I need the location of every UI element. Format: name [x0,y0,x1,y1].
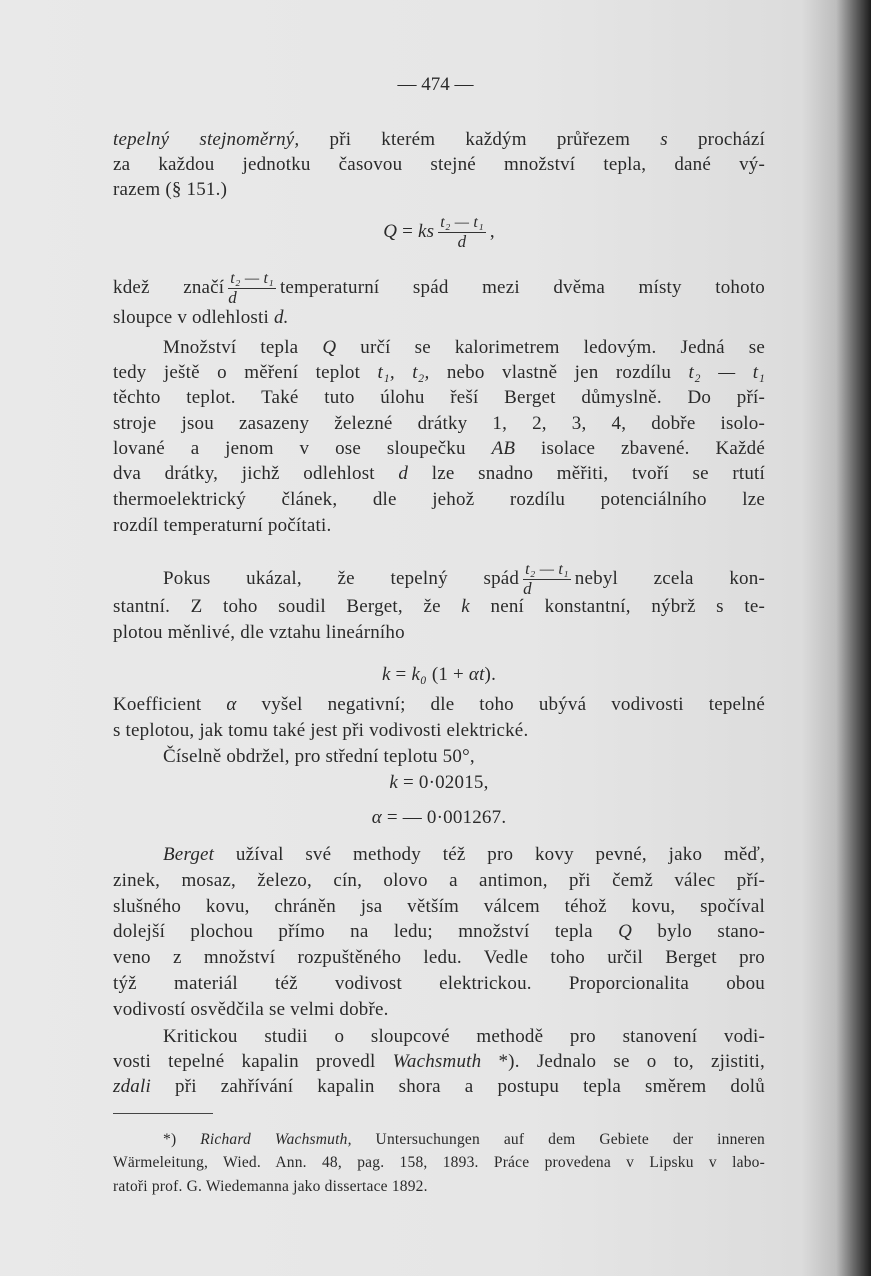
text-line [113,1075,765,1099]
text-segment: nebo vlastně jen rozdílu [429,362,689,383]
text-segment: není konstantní, nýbrž s te- [469,596,765,617]
text-line [113,412,765,436]
italic-text: zdali [113,1076,151,1097]
italic-text: k [381,664,391,685]
text-line [163,561,765,598]
text-segment: tedy ještě o měření teplot [113,362,378,383]
footnote-line [163,1130,765,1150]
text-segment: s teplotou, jak tomu také jest při vodivosti elektrické. [113,720,529,741]
fraction [438,214,486,251]
text-segment: sloupce v odlehlosti [113,307,274,328]
text-segment: Množství tepla [163,337,323,358]
text-line [113,895,765,919]
italic-text: Q [383,220,398,242]
equation-line [113,806,765,830]
text-line [113,270,765,307]
text-segment: určí se kalorimetrem ledovým. Jedná se [336,337,766,358]
text-segment: zinek, mosaz, železo, cín, olovo a antimon, při čemž válec pří- [113,870,765,891]
text-segment: thermoelektrický článek, dle jehož rozdílu potenciálního lze [113,489,765,510]
italic-text: ks [417,220,435,242]
text-segment: kdež značí [113,276,225,298]
text-line [113,361,765,385]
text-segment: Pokus ukázal, že tepelný spád [163,567,520,589]
text-segment: lze snadno měřiti, tvoří se rtutí [408,463,765,484]
fraction-numerator: t₂ — t₁ [525,561,569,578]
text-line [113,386,765,410]
text-segment: prochází [667,129,765,150]
text-line [113,488,765,512]
footnote-line [113,1153,765,1173]
text-segment: = [397,220,418,242]
text-segment: při kterém každým průřezem [299,129,661,150]
text-line [113,946,765,970]
text-segment: nebyl zcela kon- [574,567,765,589]
text-line [113,128,765,152]
italic-text: d [398,463,409,484]
text-segment: rozdíl temperaturní počítati. [113,515,332,536]
italic-text: Q [618,921,633,942]
text-line [113,998,765,1022]
text-line [163,336,765,360]
text-line [163,745,765,769]
text-segment: Kritickou studii o sloupcové methodě pro stanovení vodi- [163,1026,765,1047]
text-line [113,462,765,486]
text-segment: bylo stano- [632,921,765,942]
text-segment: Číselně obdržel, pro střední teplotu 50°, [163,746,475,767]
fraction [228,270,276,307]
text-segment: (1 + [426,664,469,685]
page-number: — 474 — [397,74,474,95]
italic-text: tepelný stejnoměrný, [113,129,300,150]
text-segment: *) [163,1131,201,1148]
fraction-numerator: t₂ — t₁ [230,270,274,287]
italic-text: d. [273,307,289,328]
equation-line [113,771,765,795]
italic-text: Q [322,337,337,358]
text-segment: *). Jednalo se o to, zjistiti, [481,1051,765,1072]
footnote-line [113,1177,765,1197]
text-segment: Untersuchungen auf dem Gebiete der inneren [351,1131,765,1148]
text-line [113,178,765,202]
text-segment: při zahřívání kapalin shora a postupu tepla směrem dolů [150,1076,765,1097]
text-segment: stroje jsou zasazeny železné drátky 1, 2, 3, 4, dobře isolo- [113,413,765,434]
text-segment: veno z množství rozpuštěného ledu. Vedle toho určil Berget pro [113,947,765,968]
text-line [113,1050,765,1074]
equation-line [113,663,765,687]
fraction-denominator: d [457,232,467,251]
text-segment: isolace zbavené. Každé [515,438,765,459]
italic-text: Berget [163,844,215,865]
text-segment: , [489,220,495,242]
text-segment: slušného kovu, chráněn jsa větším válcem téhož kovu, spočíval [113,896,765,917]
text-line [163,1025,765,1049]
text-segment: plotou měnlivé, dle vztahu lineárního [113,622,405,643]
text-segment: ). [484,664,497,685]
text-segment: Wärmeleitung, Wied. Ann. 48, pag. 158, 1893. Práce provedena v Lipsku v labo- [113,1154,765,1171]
text-line [113,719,765,743]
text-line [113,621,765,645]
text-line [113,514,765,538]
equation-line [113,214,765,251]
italic-text: α [226,694,237,715]
text-segment: dva drátky, jichž odlehlost [113,463,399,484]
text-line [113,920,765,944]
footnote-divider [113,1113,213,1114]
italic-text: k [461,596,470,617]
text-line [113,693,765,717]
italic-text: Wachsmuth [392,1051,482,1072]
text-segment: stantní. Z toho soudil Berget, že [113,596,462,617]
italic-text: s [660,129,668,150]
text-line [113,972,765,996]
text-segment: vosti tepelné kapalin provedl [113,1051,393,1072]
text-line [113,437,765,461]
text-segment: = [390,664,412,685]
text-line [113,153,765,177]
text-segment: těchto teplot. Také tuto úlohu řeší Berget důmyslně. Do pří- [113,387,765,408]
italic-text: k [389,772,399,793]
italic-text: k₀ [411,664,427,685]
text-line [113,595,765,619]
text-segment: lované a jenom v ose sloupečku [113,438,492,459]
italic-text: Richard Wachsmuth, [200,1131,352,1148]
text-segment: Koefficient [113,694,227,715]
text-segment: užíval své methody též pro kovy pevné, jako měď, [214,844,765,865]
fraction-denominator: d [523,579,532,598]
text-segment: temperaturní spád mezi dvěma místy tohoto [279,276,766,298]
italic-text: α [371,807,382,828]
text-line [163,843,765,867]
italic-text: t₁, t₂, [377,362,430,383]
text-segment: vodivostí osvědčila se velmi dobře. [113,999,389,1020]
text-segment: dolejší plochou přímo na ledu; množství tepla [113,921,619,942]
text-segment: ratoři prof. G. Wiedemanna jako dissertace 1892. [113,1178,428,1195]
text-segment: = 0·02015, [398,772,489,793]
fraction-numerator: t₂ — t₁ [440,214,484,231]
text-segment: razem (§ 151.) [113,179,228,200]
text-line [113,869,765,893]
text-segment: = — 0·001267. [381,807,507,828]
fraction-denominator: d [228,288,237,307]
italic-text: αt [468,664,485,685]
text-line [113,306,765,330]
text-segment: za každou jednotku časovou stejné množství tepla, dané vý- [113,154,765,175]
italic-text: t₂ — t₁ [688,362,765,383]
text-segment: vyšel negativní; dle toho ubývá vodivosti tepelné [236,694,765,715]
italic-text: AB [491,438,516,459]
text-segment: týž materiál též vodivost elektrickou. Proporcionalita obou [113,973,765,994]
fraction [523,561,571,598]
